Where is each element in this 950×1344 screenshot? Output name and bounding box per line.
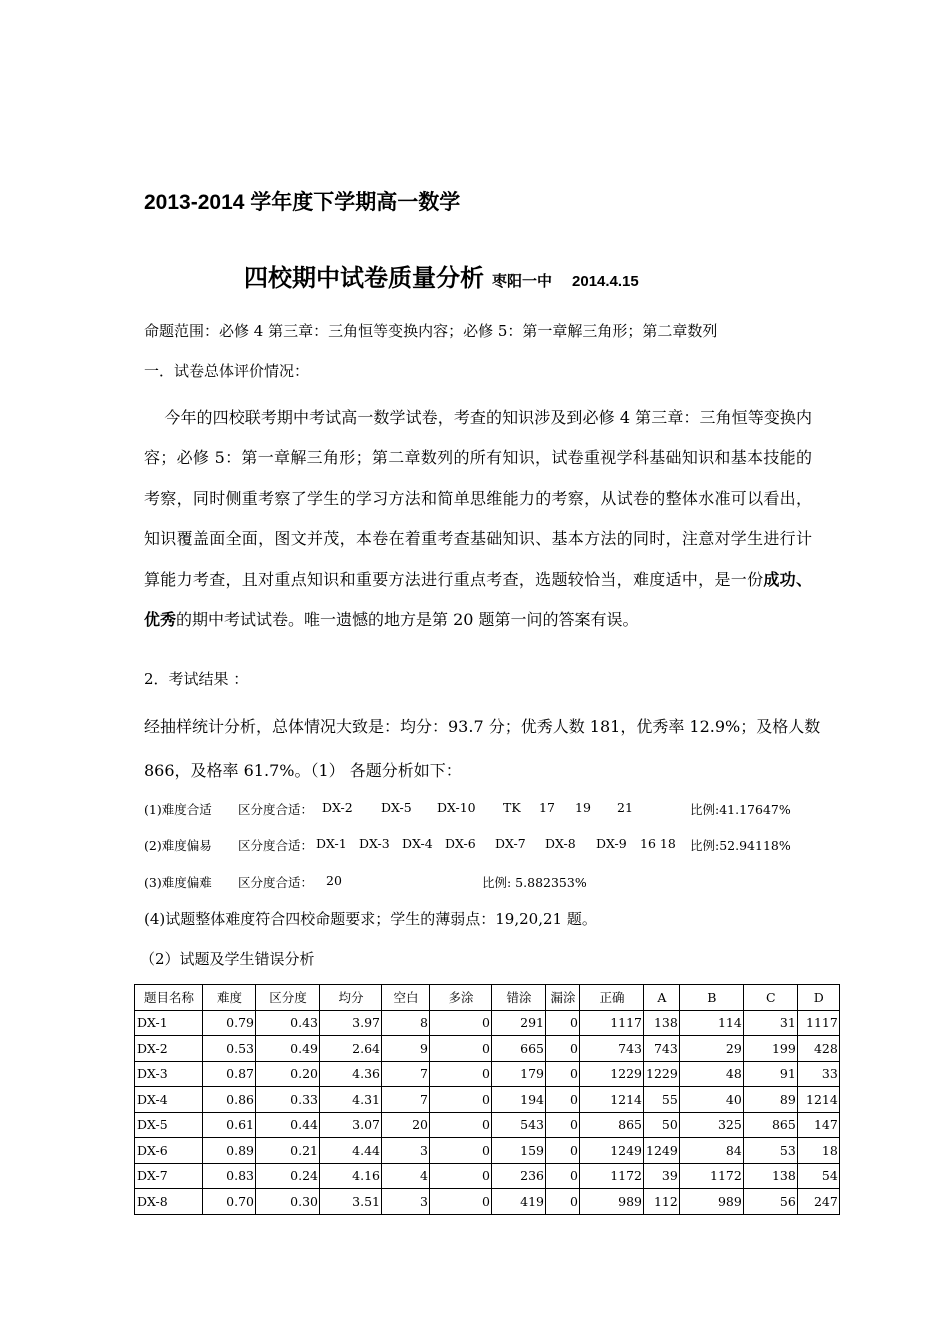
table-cell: 53 bbox=[743, 1138, 797, 1164]
table-cell: 0 bbox=[430, 1138, 492, 1164]
table-cell: 743 bbox=[644, 1036, 680, 1062]
item: DX-10 bbox=[437, 800, 476, 815]
table-cell: 0 bbox=[546, 1189, 580, 1215]
table-cell: 3 bbox=[382, 1189, 430, 1215]
table-cell: 48 bbox=[679, 1061, 743, 1087]
table-cell: 54 bbox=[797, 1163, 839, 1189]
table-cell: 3.07 bbox=[320, 1112, 382, 1138]
table-cell: 56 bbox=[743, 1189, 797, 1215]
item: TK bbox=[503, 800, 521, 815]
table-cell: 20 bbox=[382, 1112, 430, 1138]
table-cell: 4.16 bbox=[320, 1163, 382, 1189]
col-header: 题目名称 bbox=[135, 985, 203, 1011]
table-cell: 179 bbox=[492, 1061, 546, 1087]
table-cell: 0.53 bbox=[203, 1036, 256, 1062]
section1-paragraph bbox=[144, 398, 812, 640]
table-row bbox=[135, 1163, 840, 1189]
table-cell: 1249 bbox=[580, 1138, 644, 1164]
table-cell: 0.20 bbox=[256, 1061, 320, 1087]
table-cell: 865 bbox=[743, 1112, 797, 1138]
table-header-row bbox=[135, 985, 840, 1011]
col-header: D bbox=[797, 985, 839, 1011]
paragraph-emphasis: 成功、优秀 bbox=[144, 569, 812, 630]
table-cell: 0.43 bbox=[256, 1010, 320, 1036]
table-cell: 0 bbox=[430, 1189, 492, 1215]
stats-line-1: 经抽样统计分析，总体情况大致是：均分：93.7 分；优秀人数 181，优秀率 12.9%；及格人数 bbox=[144, 717, 821, 736]
table-cell: 0.86 bbox=[203, 1087, 256, 1113]
paragraph-text: 今年的四校联考期中考试高一数学试卷，考查的知识涉及到必修 4 第三章：三角恒等变换内容；必修 5：第一章解三角形；第二章数列的所有知识，试卷重视学科基础知识和基本技能的考察，同时侧重考察了学生的学习方法和简单思维能力的考察，从试卷的整体水准可以看出，知识覆盖面全面，图文并茂，本卷在着重考查基础知识、基本方法的同时，注意对学生进行计算能力考查，且对重点知识和重要方法进行重点考查，选题较恰当，难度适中，是一份 bbox=[144, 408, 812, 589]
table-cell: 865 bbox=[580, 1112, 644, 1138]
item: 17 bbox=[539, 800, 555, 815]
question-name-cell: DX-2 bbox=[135, 1036, 203, 1062]
table-cell: 0 bbox=[546, 1163, 580, 1189]
item: DX-3 bbox=[359, 836, 390, 851]
col-header: 多涂 bbox=[430, 985, 492, 1011]
difficulty-row bbox=[144, 873, 212, 891]
table-cell: 0.24 bbox=[256, 1163, 320, 1189]
table-row bbox=[135, 1138, 840, 1164]
table-row bbox=[135, 1036, 840, 1062]
difficulty-summary: (4)试题整体难度符合四校命题要求；学生的薄弱点：19,20,21 题。 bbox=[144, 910, 597, 928]
table-row bbox=[135, 1189, 840, 1215]
table-cell: 0.79 bbox=[203, 1010, 256, 1036]
table-cell: 0 bbox=[430, 1010, 492, 1036]
col-header: C bbox=[743, 985, 797, 1011]
table-cell: 138 bbox=[743, 1163, 797, 1189]
table-cell: 0 bbox=[546, 1010, 580, 1036]
table-cell: 428 bbox=[797, 1036, 839, 1062]
table-cell: 1229 bbox=[644, 1061, 680, 1087]
item: 21 bbox=[617, 800, 633, 815]
table-cell: 7 bbox=[382, 1087, 430, 1113]
col-header: 难度 bbox=[203, 985, 256, 1011]
item: DX-6 bbox=[445, 836, 476, 851]
table-cell: 84 bbox=[679, 1138, 743, 1164]
table-cell: 7 bbox=[382, 1061, 430, 1087]
table-cell: 0.70 bbox=[203, 1189, 256, 1215]
table-cell: 0.30 bbox=[256, 1189, 320, 1215]
document-subtitle bbox=[244, 258, 639, 293]
table-cell: 0 bbox=[430, 1087, 492, 1113]
col-header: 区分度 bbox=[256, 985, 320, 1011]
table-cell: 0.61 bbox=[203, 1112, 256, 1138]
table-cell: 4 bbox=[382, 1163, 430, 1189]
table-cell: 325 bbox=[679, 1112, 743, 1138]
question-name-cell: DX-1 bbox=[135, 1010, 203, 1036]
paragraph-text-end: 的期中考试试卷。唯一遗憾的地方是第 20 题第一问的答案有误。 bbox=[176, 610, 639, 630]
document-title: 2013-2014 学年度下学期高一数学 bbox=[144, 191, 461, 214]
table-cell: 419 bbox=[492, 1189, 546, 1215]
col-header: 空白 bbox=[382, 985, 430, 1011]
question-name-cell: DX-6 bbox=[135, 1138, 203, 1164]
table-cell: 0.89 bbox=[203, 1138, 256, 1164]
section1-heading: 一．试卷总体评价情况： bbox=[144, 362, 310, 380]
table-cell: 0.49 bbox=[256, 1036, 320, 1062]
table-cell: 0 bbox=[430, 1036, 492, 1062]
table-cell: 0 bbox=[546, 1138, 580, 1164]
subtitle-text: 四校期中试卷质量分析 bbox=[244, 263, 484, 292]
item: DX-7 bbox=[495, 836, 526, 851]
table-cell: 50 bbox=[644, 1112, 680, 1138]
difficulty-label: (2)难度偏易 bbox=[144, 838, 212, 853]
difficulty-row bbox=[144, 800, 212, 818]
table-cell: 89 bbox=[743, 1087, 797, 1113]
table-cell: 1214 bbox=[797, 1087, 839, 1113]
col-header: 错涂 bbox=[492, 985, 546, 1011]
table-cell: 9 bbox=[382, 1036, 430, 1062]
error-analysis-table bbox=[134, 984, 840, 1215]
col-header: 正确 bbox=[580, 985, 644, 1011]
col-header: A bbox=[644, 985, 680, 1011]
stats-line-2: 866，及格率 61.7%。（1） 各题分析如下： bbox=[144, 761, 462, 780]
table-cell: 0.83 bbox=[203, 1163, 256, 1189]
table-cell: 1117 bbox=[797, 1010, 839, 1036]
disc-label: 区分度合适： bbox=[238, 875, 314, 890]
table-cell: 236 bbox=[492, 1163, 546, 1189]
table-cell: 112 bbox=[644, 1189, 680, 1215]
table-cell: 194 bbox=[492, 1087, 546, 1113]
table-cell: 0 bbox=[546, 1036, 580, 1062]
table-cell: 1214 bbox=[580, 1087, 644, 1113]
table-cell: 91 bbox=[743, 1061, 797, 1087]
col-header: 漏涂 bbox=[546, 985, 580, 1011]
exam-scope: 命题范围：必修 4 第三章：三角恒等变换内容；必修 5：第一章解三角形；第二章数列 bbox=[144, 322, 718, 340]
difficulty-label: (1)难度合适 bbox=[144, 802, 212, 817]
question-name-cell: DX-4 bbox=[135, 1087, 203, 1113]
item: 19 bbox=[575, 800, 591, 815]
table-cell: 55 bbox=[644, 1087, 680, 1113]
item: DX-5 bbox=[381, 800, 412, 815]
table-cell: 1172 bbox=[679, 1163, 743, 1189]
table-cell: 3.51 bbox=[320, 1189, 382, 1215]
table-cell: 0 bbox=[430, 1061, 492, 1087]
table-cell: 33 bbox=[797, 1061, 839, 1087]
table-cell: 0.21 bbox=[256, 1138, 320, 1164]
ratio: 比例:52.94118% bbox=[690, 838, 791, 853]
table-cell: 29 bbox=[679, 1036, 743, 1062]
ratio: 比例:41.17647% bbox=[690, 802, 791, 817]
table-cell: 8 bbox=[382, 1010, 430, 1036]
difficulty-row bbox=[144, 836, 212, 854]
table-row bbox=[135, 1010, 840, 1036]
table-cell: 989 bbox=[580, 1189, 644, 1215]
table-cell: 0.44 bbox=[256, 1112, 320, 1138]
difficulty-label: (3)难度偏难 bbox=[144, 875, 212, 890]
ratio: 比例: 5.882353% bbox=[482, 875, 587, 890]
table-cell: 0 bbox=[546, 1087, 580, 1113]
item: 20 bbox=[326, 873, 342, 888]
disc-label: 区分度合适： bbox=[238, 838, 314, 853]
table-row bbox=[135, 1061, 840, 1087]
table-heading: （2）试题及学生错误分析 bbox=[140, 950, 315, 968]
item: 16 18 bbox=[640, 836, 676, 851]
question-name-cell: DX-3 bbox=[135, 1061, 203, 1087]
table-cell: 247 bbox=[797, 1189, 839, 1215]
table-cell: 3.97 bbox=[320, 1010, 382, 1036]
question-name-cell: DX-8 bbox=[135, 1189, 203, 1215]
item: DX-8 bbox=[545, 836, 576, 851]
table-cell: 4.31 bbox=[320, 1087, 382, 1113]
table-cell: 18 bbox=[797, 1138, 839, 1164]
table-cell: 138 bbox=[644, 1010, 680, 1036]
table-cell: 1229 bbox=[580, 1061, 644, 1087]
table-cell: 0.87 bbox=[203, 1061, 256, 1087]
table-cell: 0 bbox=[430, 1163, 492, 1189]
table-cell: 114 bbox=[679, 1010, 743, 1036]
item: DX-9 bbox=[596, 836, 627, 851]
table-cell: 40 bbox=[679, 1087, 743, 1113]
item: DX-2 bbox=[322, 800, 353, 815]
school-name: 枣阳一中 bbox=[492, 273, 553, 290]
table-cell: 0 bbox=[546, 1112, 580, 1138]
table-cell: 989 bbox=[679, 1189, 743, 1215]
table-row bbox=[135, 1087, 840, 1113]
question-name-cell: DX-5 bbox=[135, 1112, 203, 1138]
table-cell: 199 bbox=[743, 1036, 797, 1062]
question-name-cell: DX-7 bbox=[135, 1163, 203, 1189]
table-cell: 2.64 bbox=[320, 1036, 382, 1062]
table-cell: 665 bbox=[492, 1036, 546, 1062]
section2-heading: 2．考试结果 ： bbox=[144, 670, 249, 688]
disc-label: 区分度合适： bbox=[238, 802, 314, 817]
table-row bbox=[135, 1112, 840, 1138]
table-cell: 1249 bbox=[644, 1138, 680, 1164]
table-cell: 0 bbox=[430, 1112, 492, 1138]
table-cell: 1117 bbox=[580, 1010, 644, 1036]
table-cell: 291 bbox=[492, 1010, 546, 1036]
table-cell: 159 bbox=[492, 1138, 546, 1164]
item: DX-4 bbox=[402, 836, 433, 851]
table-cell: 31 bbox=[743, 1010, 797, 1036]
col-header: B bbox=[679, 985, 743, 1011]
table-cell: 147 bbox=[797, 1112, 839, 1138]
table-cell: 39 bbox=[644, 1163, 680, 1189]
table-cell: 3 bbox=[382, 1138, 430, 1164]
table-cell: 0 bbox=[546, 1061, 580, 1087]
report-date: 2014.4.15 bbox=[572, 273, 639, 290]
table-cell: 0.33 bbox=[256, 1087, 320, 1113]
table-cell: 543 bbox=[492, 1112, 546, 1138]
table-cell: 743 bbox=[580, 1036, 644, 1062]
table-cell: 4.44 bbox=[320, 1138, 382, 1164]
item: DX-1 bbox=[316, 836, 347, 851]
table-cell: 1172 bbox=[580, 1163, 644, 1189]
col-header: 均分 bbox=[320, 985, 382, 1011]
table-cell: 4.36 bbox=[320, 1061, 382, 1087]
